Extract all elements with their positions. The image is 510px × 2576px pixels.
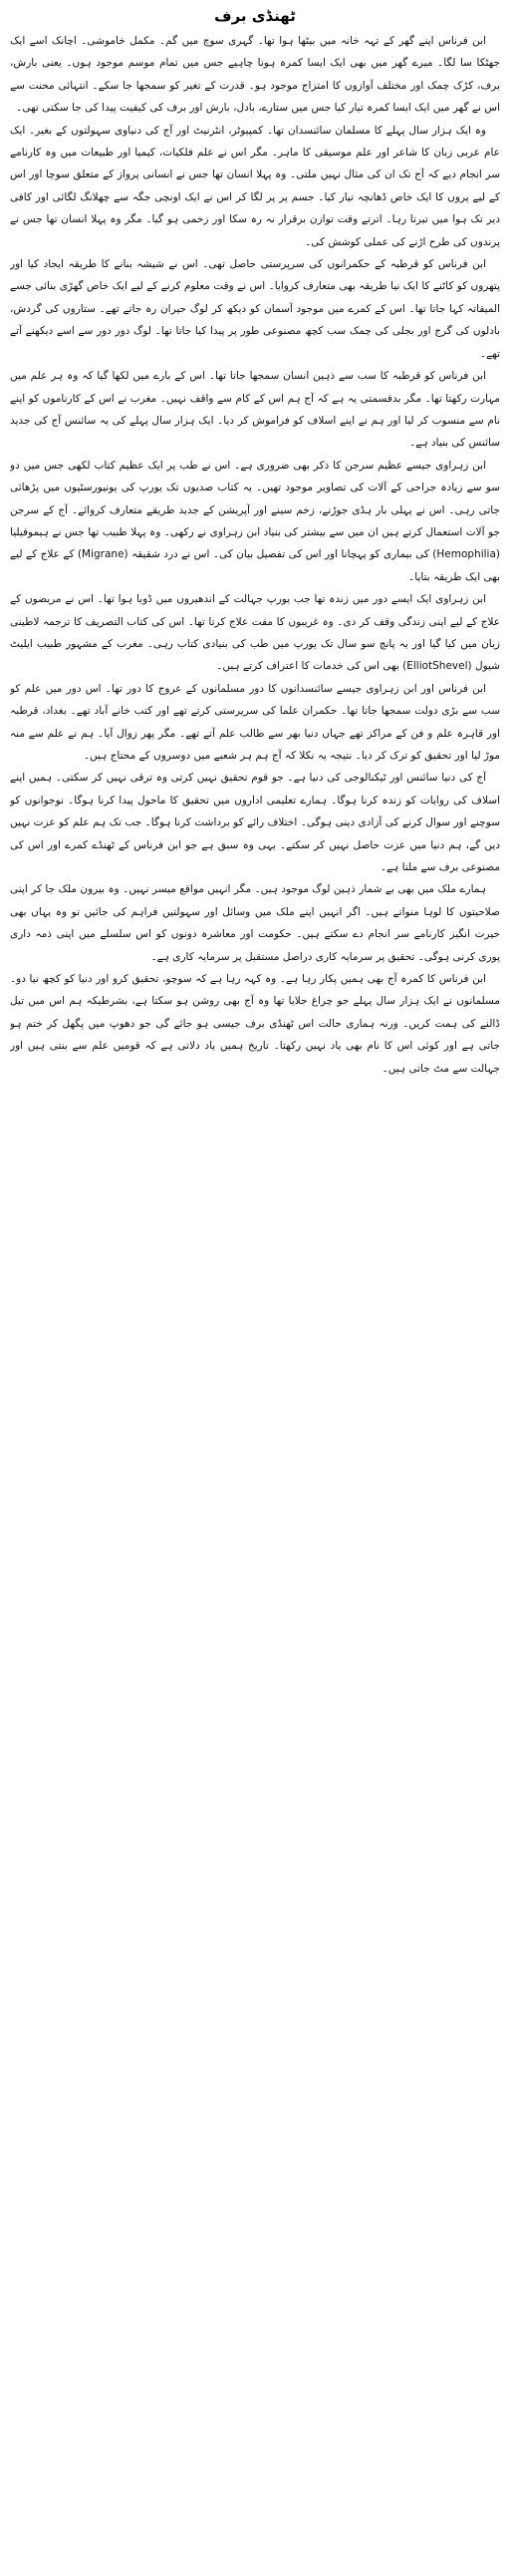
paragraph: ابن فرناس کو قرطبہ کا سب سے ذہین انسان سمجھا جاتا تھا۔ اس کے بارے میں لکھا گیا کہ وہ ہر علم میں مہارت رکھتا تھا۔ مگر بدقسمتی یہ ہے کہ آج ہم اس کے کام سے واقف نہیں۔ مغرب نے اس کے کارناموں کو اپنے نام سے منسوب کر لیا اور ہم نے اپنے اسلاف کو فراموش کر دیا۔ ایک ہزار سال پہلے کی یہ سائنس آج کی جدید سائنس کی بنیاد ہے۔ xyxy=(10,370,500,450)
paragraph: ابن فرناس اپنے گھر کے تہہ خانہ میں بیٹھا ہوا تھا۔ گہری سوچ میں گم۔ مکمل خاموشی۔ اچانک اسے ایک جھٹکا سا لگا۔ میرے گھر میں بھی ایک ایسا کمرہ ہونا چاہیے جس میں تمام موسم موجود ہوں۔ یعنی بارش، برف، کڑک چمک اور مختلف آوازوں کا امتزاج موجود ہو۔ قدرت کے تغیر کو سمجھا جا سکے۔ انتہائی محنت سے اس نے گھر میں ایک ایسا کمرہ تیار کیا جس میں ستارے، بادل، بارش اور برف کی کیفیت پیدا کی جا سکتی تھی۔ xyxy=(10,35,500,115)
paragraph: ابن فرناس کو قرطبہ کے حکمرانوں کی سرپرستی حاصل تھی۔ اس نے شیشہ بنانے کا طریقہ ایجاد کیا اور پتھروں کو کاٹنے کا ایک نیا طریقہ بھی متعارف کروایا۔ اس نے وقت معلوم کرنے کے لیے ایک خاص گھڑی بنائی جسے المیقاتہ کہا جاتا تھا۔ اس کے کمرے میں موجود آسمان کو دیکھ کر لوگ حیران رہ جاتے تھے۔ ستاروں کی گردش، بادلوں کی گرج اور بجلی کی چمک سب کچھ مصنوعی طور پر پیدا کیا جاتا تھا۔ لوگ دور دور سے اسے دیکھنے آتے تھے۔ xyxy=(10,258,500,360)
paragraph: آج کی دنیا سائنس اور ٹیکنالوجی کی دنیا ہے۔ جو قوم تحقیق نہیں کرتی وہ ترقی نہیں کر سکتی۔ ہمیں اپنے اسلاف کی روایات کو زندہ کرنا ہوگا۔ ہمارے تعلیمی اداروں میں تحقیق کا ماحول پیدا کرنا ہوگا۔ نوجوانوں کو سوچنے اور سوال کرنے کی آزادی دینی ہوگی۔ اختلاف رائے کو برداشت کرنا ہوگا۔ جب تک ہم علم کو عزت نہیں دیں گے، ہم دنیا میں عزت حاصل نہیں کر سکتے۔ یہی وہ سبق ہے جو ابن فرناس کے ٹھنڈے کمرے اور اس کی مصنوعی برف سے ملتا ہے۔ xyxy=(10,772,500,874)
paragraph: ابن فرناس کا کمرہ آج بھی ہمیں پکار رہا ہے۔ وہ کہہ رہا ہے کہ سوچو، تحقیق کرو اور دنیا کو کچھ نیا دو۔ مسلمانوں نے ایک ہزار سال پہلے جو چراغ جلایا تھا وہ آج بھی روشن ہو سکتا ہے، بشرطیکہ ہم اس میں تیل ڈالنے کی ہمت کریں۔ ورنہ ہماری حالت اس ٹھنڈی برف جیسی ہو جائے گی جو دھوپ میں پگھل کر ختم ہو جاتی ہے اور کوئی اس کا نام بھی یاد نہیں رکھتا۔ تاریخ ہمیں یاد دلاتی ہے کہ قومیں علم سے بنتی ہیں اور جہالت سے مٹ جاتی ہیں۔ xyxy=(10,973,500,1075)
paragraph: ابن فرناس اور ابن زہراوی جیسے سائنسدانوں کا دور مسلمانوں کے عروج کا دور تھا۔ اس دور میں علم کو سب سے بڑی دولت سمجھا جاتا تھا۔ حکمران علما کی سرپرستی کرتے تھے اور کتب خانے آباد تھے۔ بغداد، قرطبہ اور قاہرہ علم و فن کے مراکز تھے جہاں دنیا بھر سے طالب علم آتے تھے۔ مگر پھر زوال آیا۔ ہم نے علم سے منہ موڑ لیا اور تحقیق کو ترک کر دیا۔ نتیجہ یہ نکلا کہ آج ہم ہر شعبے میں دوسروں کے محتاج ہیں۔ xyxy=(10,682,500,762)
paragraph: ابن زہراوی جیسے عظیم سرجن کا ذکر بھی ضروری ہے۔ اس نے طب پر ایک عظیم کتاب لکھی جس میں دو سو سے زیادہ جراحی کے آلات کی تصاویر موجود تھیں۔ یہ کتاب صدیوں تک یورپ کی یونیورسٹیوں میں پڑھائی جاتی رہی۔ اس نے پہلی بار ہڈی جوڑنے، زخم سینے اور آپریشن کے جدید طریقے متعارف کروائے۔ آج کے سرجن جو آلات استعمال کرتے ہیں ان میں سے بیشتر کی بنیاد ابن زہراوی نے رکھی۔ وہ پہلا طبیب تھا جس نے ہیموفیلیا (Hemophilia) کی بیماری کو پہچانا اور اس کی تفصیل بیان کی۔ اس نے درد شقیقہ (Migrane) کے علاج کے لیے بھی ایک طریقہ بتایا۔ xyxy=(10,459,500,583)
paragraph: ہمارے ملک میں بھی بے شمار ذہین لوگ موجود ہیں۔ مگر انہیں مواقع میسر نہیں۔ وہ بیرون ملک جا کر اپنی صلاحیتوں کا لوہا منواتے ہیں۔ اگر انہیں اپنے ملک میں وسائل اور سہولتیں فراہم کی جائیں تو وہ یہاں بھی حیرت انگیز کارنامے سر انجام دے سکتے ہیں۔ حکومت اور معاشرہ دونوں کو اس سلسلے میں اپنی ذمہ داری پوری کرنی ہوگی۔ تحقیق پر سرمایہ کاری دراصل مستقبل پر سرمایہ کاری ہے۔ xyxy=(10,883,500,963)
article-title: ٹھنڈی برف xyxy=(214,7,296,25)
paragraph: ابن زہراوی ایک ایسے دور میں زندہ تھا جب یورپ جہالت کے اندھیروں میں ڈوبا ہوا تھا۔ اس نے مریضوں کے علاج کے لیے اپنی زندگی وقف کر دی۔ وہ غریبوں کا مفت علاج کرتا تھا۔ اس کی کتاب التصریف کا ترجمہ لاطینی زبان میں کیا گیا اور یہ پانچ سو سال تک یورپ میں طب کی بنیادی کتاب رہی۔ مغرب کے مشہور طبیب ایلیٹ شیول (ElliotShevel) بھی اس کی خدمات کا اعتراف کرتے ہیں۔ xyxy=(10,593,500,673)
paragraph: وہ ایک ہزار سال پہلے کا مسلمان سائنسدان تھا۔ کمپیوٹر، انٹرنیٹ اور آج کی دنیاوی سہولتوں کے بغیر۔ ایک عام عربی زبان کا شاعر اور علم موسیقی کا ماہر۔ مگر اس نے علم فلکیات، کیمیا اور طبیعات میں وہ کارنامے سر انجام دیے کہ آج تک ان کی مثال نہیں ملتی۔ وہ پہلا انسان تھا جس نے انسانی پرواز کے متعلق سوچا اور اس کے لیے پروں کا ایک خاص ڈھانچہ تیار کیا۔ جسم پر پر لگا کر اس نے ایک اونچی جگہ سے چھلانگ لگائی اور کافی دیر تک ہوا میں تیرتا رہا۔ اترتے وقت توازن برقرار نہ رہ سکا اور زخمی ہو گیا۔ مگر وہ پہلا انسان تھا جس نے پرندوں کی طرح اڑنے کی عملی کوشش کی۔ xyxy=(10,124,500,248)
article-body xyxy=(10,30,500,2562)
